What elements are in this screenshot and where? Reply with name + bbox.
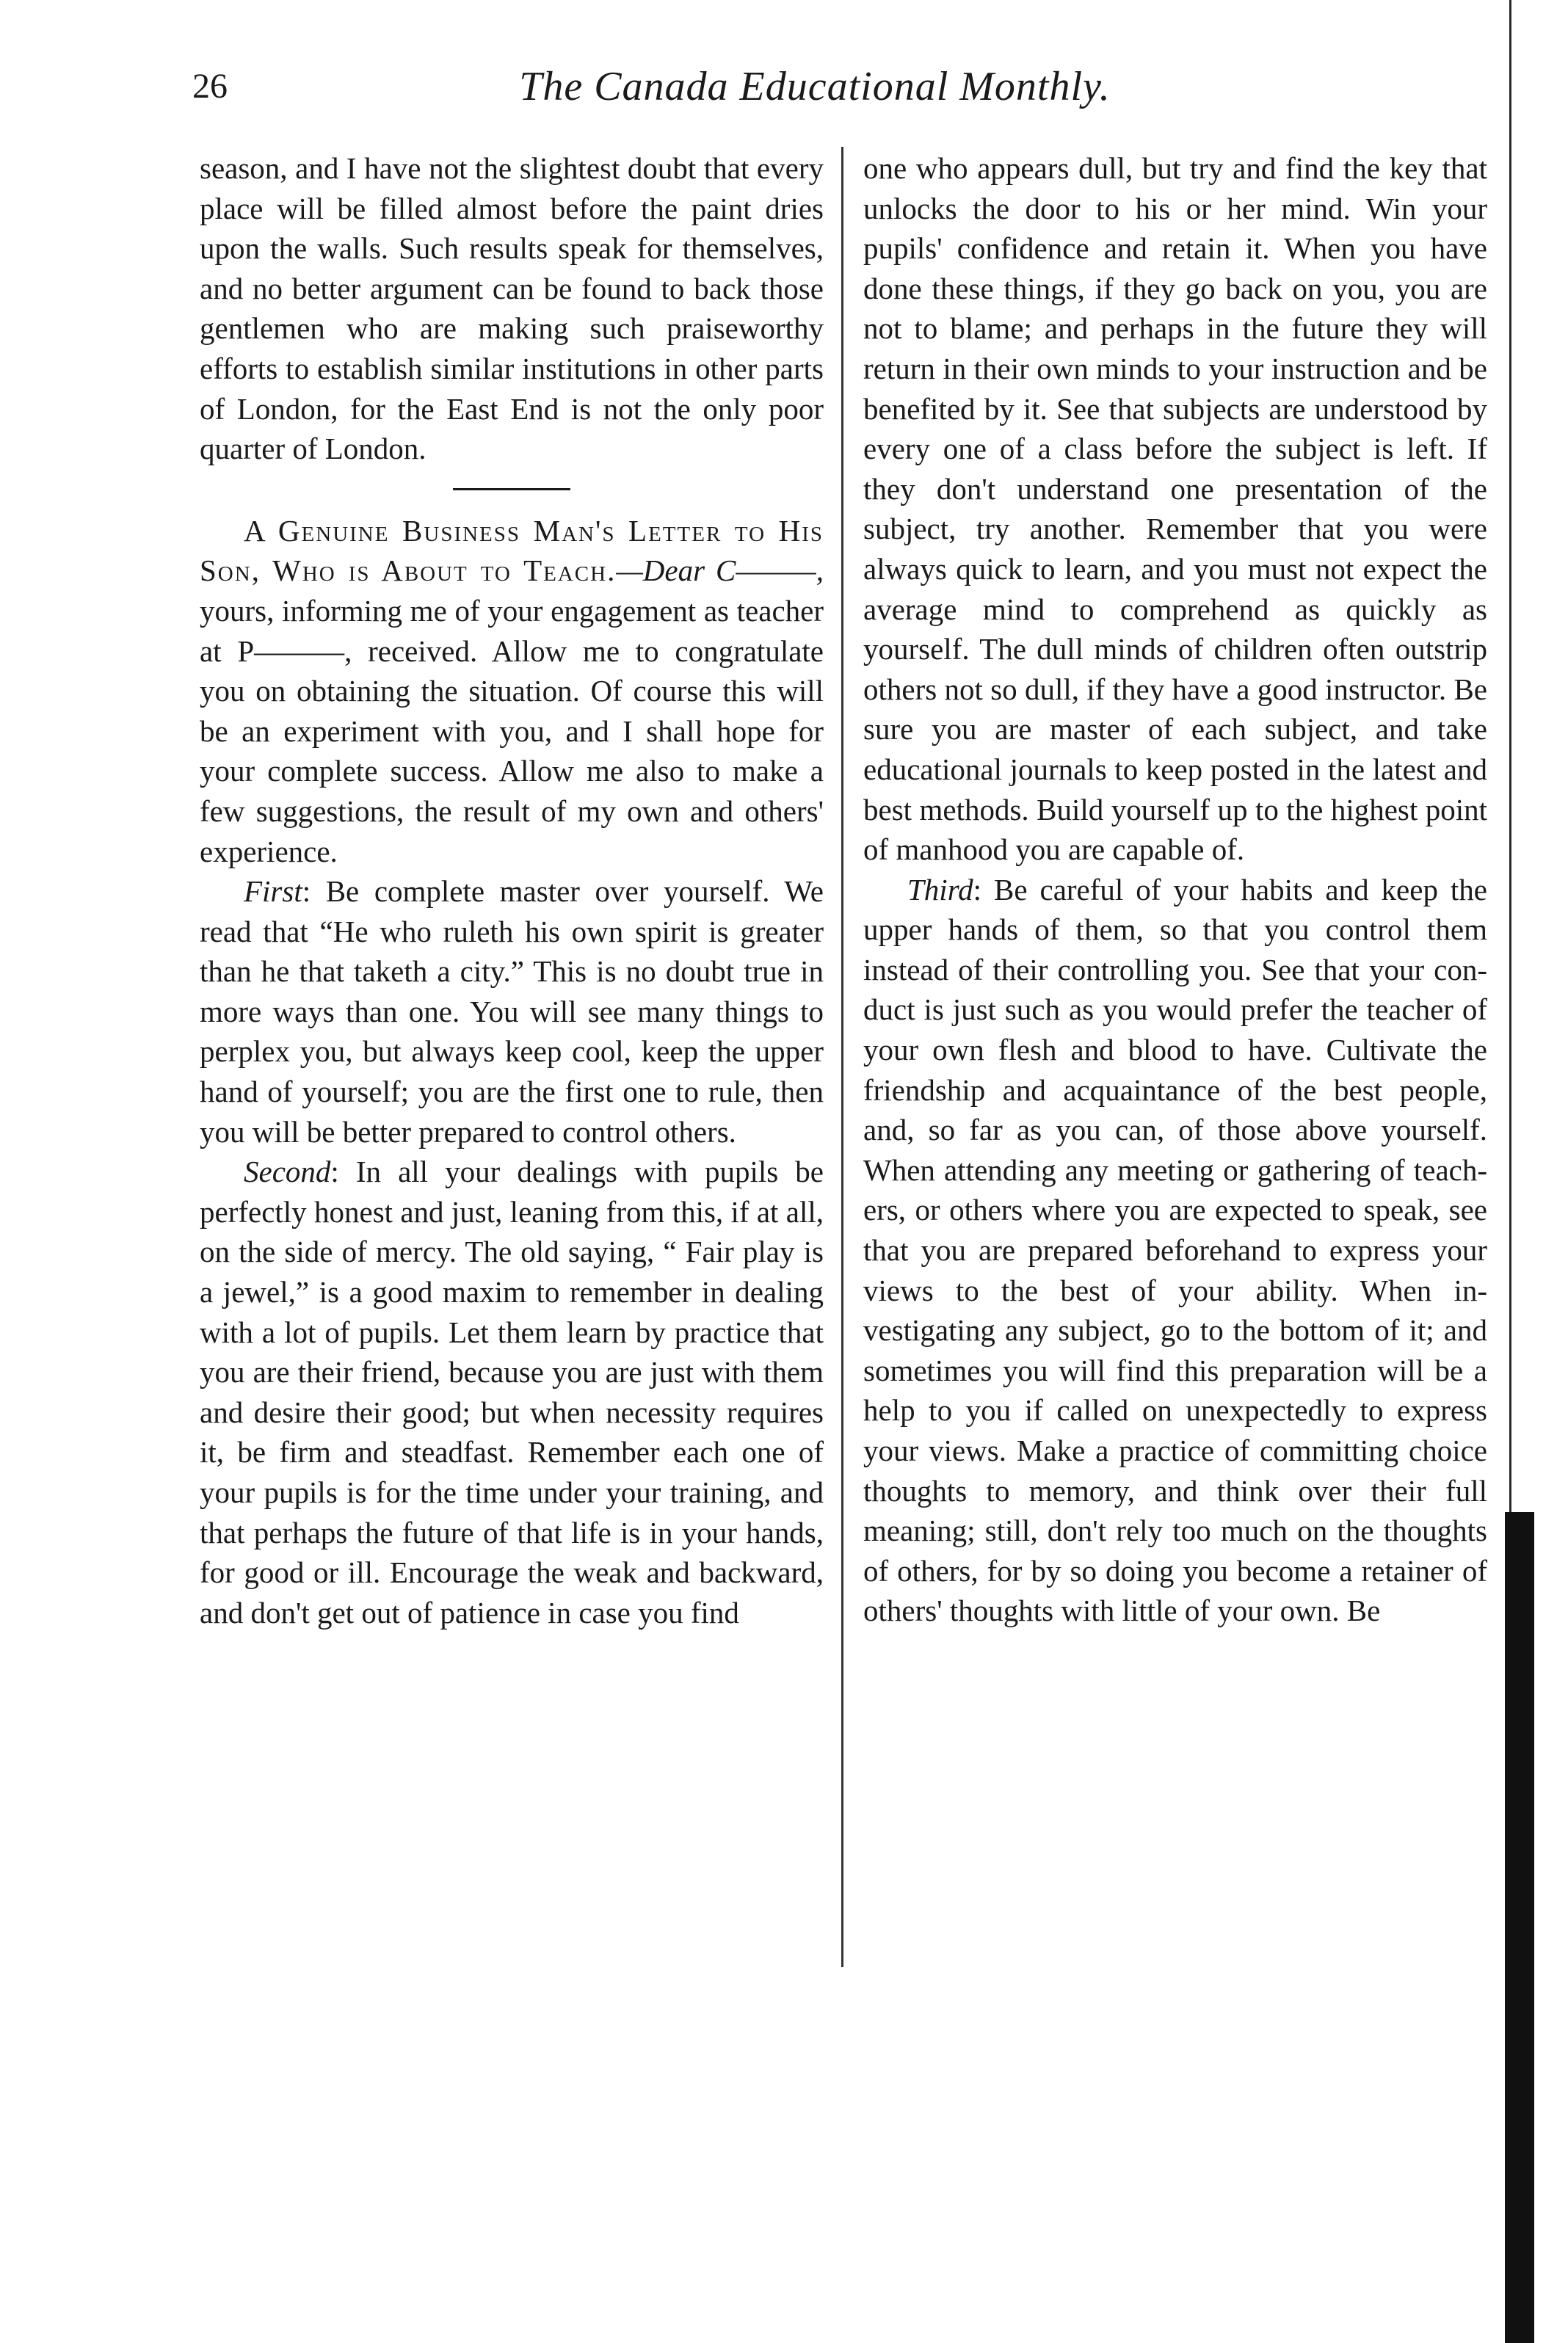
third-label: Third [907,872,973,907]
running-title: The Canada Educational Monthly. [519,64,1111,109]
letter-heading-paragraph [200,511,824,871]
section-divider [453,488,570,490]
right-column [863,148,1487,1631]
second-label: Second [244,1155,331,1189]
page-number: 26 [192,67,228,106]
first-text: : Be complete master over yourself. We read that “He who ruleth his own spirit is greater than he that taketh a city.” This is no doubt true in more ways than one. You will see many things to perplex you, but always keep cool, keep the upper hand of yourself; you are the first one to rule, then you will be better prepared to control others. [200,874,824,1149]
paragraph-season: season, and I have not the slightest doubt that every place will be filled almost before the paint dries upon the walls. Such results speak for themselves, and no better argument can be found to back those gentlemen who are making such praiseworthy efforts to establish similar institutions in other parts of London, for the East End is not the only poor quarter of London. [200,151,824,466]
paragraph-third [863,870,1487,1631]
letter-salutation: —Dear C———, [616,553,824,588]
column-rule [841,147,843,1967]
letter-opening-text: yours, informing me of your engagement as teacher at P———, received. Allow me to congratulate you on obtaining the situation. Of course this will be an experiment with you, and I shall hope for your complete success. Allow me also to make a few suggestions, the result of my own and others' experience. [200,593,824,868]
paragraph-continued: one who appears dull, but try and find the key that unlocks the door to his or her mind. Win your pupils' confidence and retain it. When you have done these things, if they go back on you, you are not to blame; and perhaps in the future they will return in their own minds to your instruction and be benefited by it. See that subjects are understood by every one of a class before the subject is left. If they don't understand one presentation of the subject, try another. Remember that you were always quick to learn, and you must not expect the average mind to comprehend as quickly as yourself. The dull minds of children often outstrip others not so dull, if they have a good instructor. Be sure you are master of each subject, and take educational journals to keep posted in the latest and best methods. Build yourself up to the highest point of manhood you are capable of. [863,151,1487,867]
letter-heading: A Genuine Business Man's Letter to His Son, Who is About to Teach. [200,513,824,588]
paragraph-second [200,1152,824,1632]
third-text: : Be careful of your habits and keep the upper hands of them, so that you control them instead of their controlling you. See that your conduct is just such as you would prefer the teacher of your own flesh and blood to have. Cultivate the friendship and acquaintance of the best people, and, so far as you can, of those above yourself. When attending any meeting or gathering of teachers, or others where you are expected to speak, see that you are prepared beforehand to express your views to the best of your ability. When investigating any subject, go to the bottom of it; and sometimes you will find this preparation will be a help to you if called on unexpectedly to express your views. Make a practice of committing choice thoughts to memory, and think over their full meaning; still, don't rely too much on the thoughts of others, for by so doing you become a retainer of others' thoughts with little of your own. Be [863,872,1487,1628]
left-column [200,148,824,1632]
second-text: : In all your dealings with pupils be perfectly honest and just, leaning from this, if at all, on the side of mercy. The old saying, “ Fair play is a jewel,” is a good maxim to remember in dealing with a lot of pupils. Let them learn by practice that you are their friend, because you are just with them and desire their good; but when necessity requires it, be firm and steadfast. Remember each one of your pupils is for the time under your training, and that perhaps the future of that life is in your hands, for good or ill. Encourage the weak and backward, and don't get out of patience in case you find [200,1155,824,1630]
first-label: First [244,874,302,909]
paragraph-first [200,871,824,1152]
scan-edge-shadow [1505,1512,1534,2343]
scan-edge-line [1509,0,1511,1512]
